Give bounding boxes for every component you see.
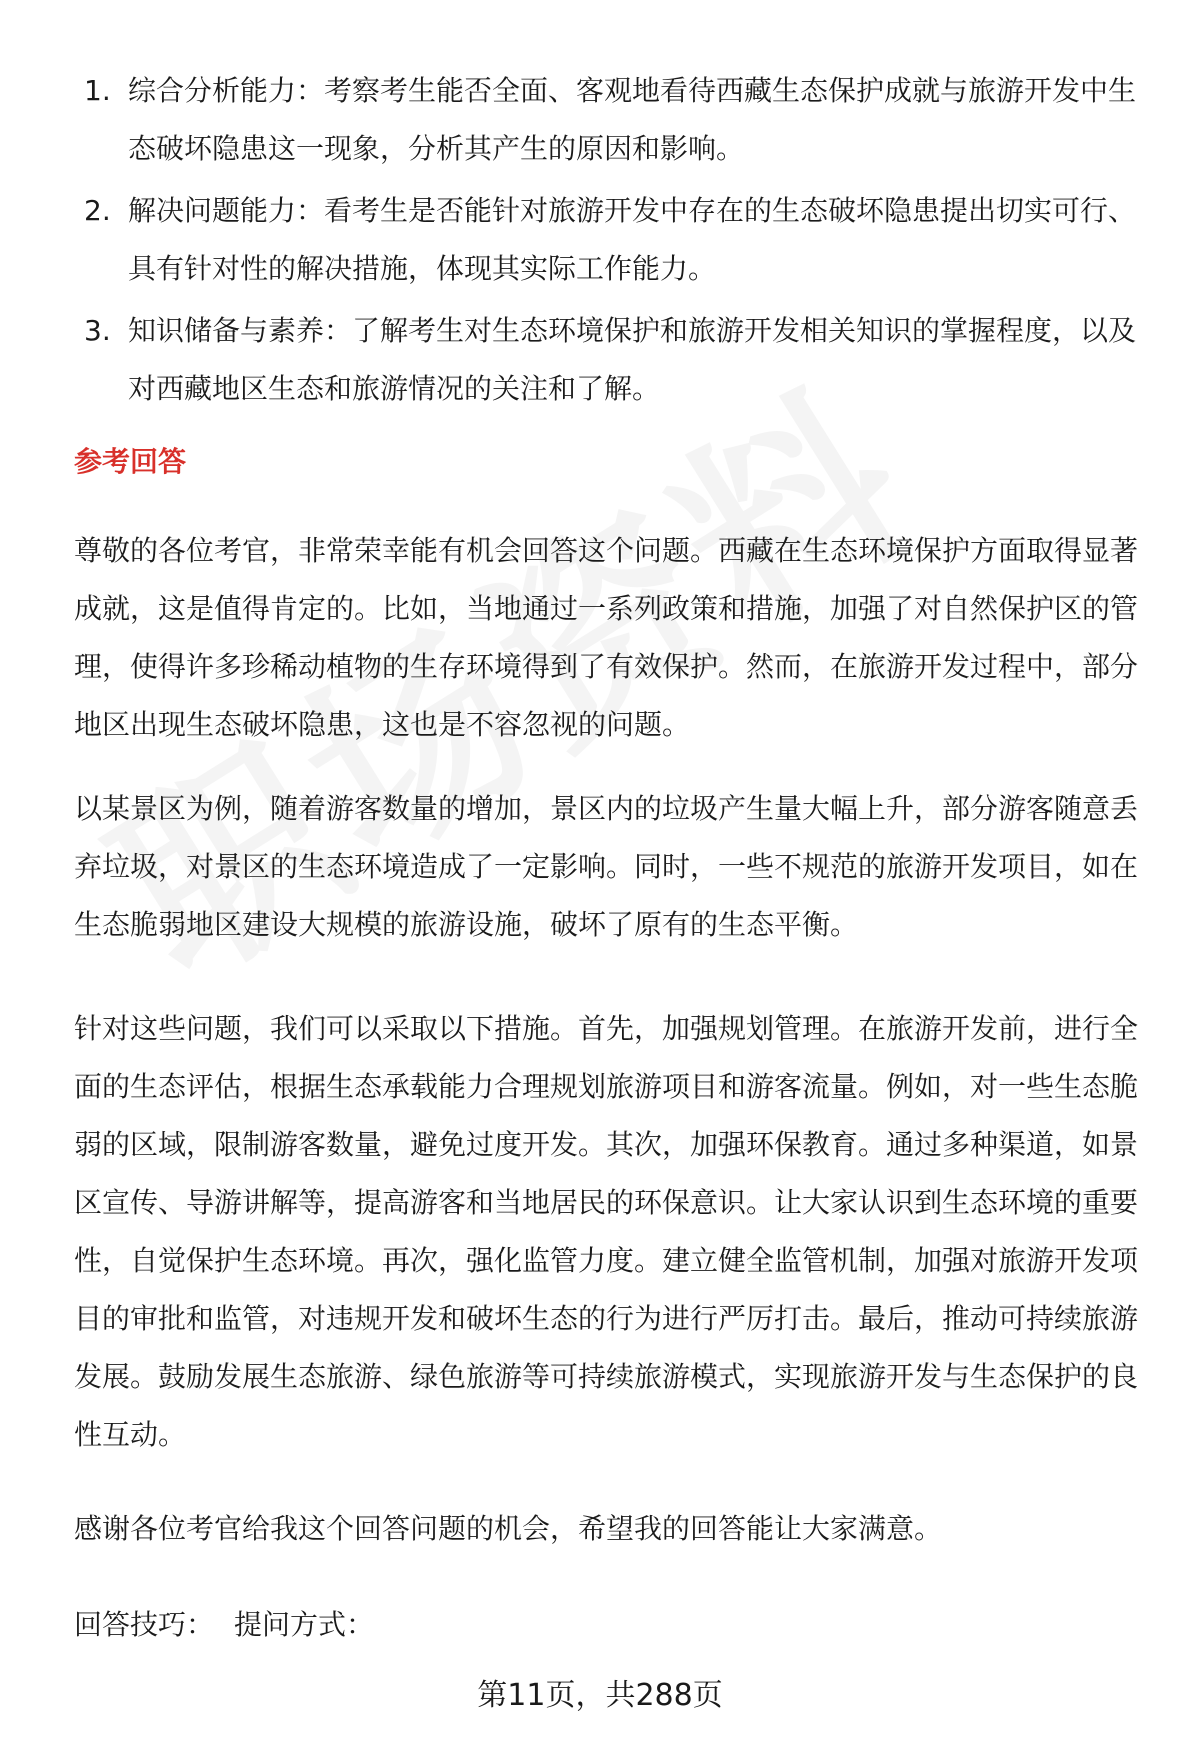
criteria-number: 3. bbox=[84, 314, 111, 347]
question-style-label: 提问方式： bbox=[234, 1608, 375, 1641]
assessment-criteria-list bbox=[84, 62, 1144, 422]
criteria-item bbox=[84, 62, 1144, 178]
answer-paragraph: 以某景区为例，随着游客数量的增加，景区内的垃圾产生量大幅上升，部分游客随意丢弃垃圾，对景区的生态环境造成了一定影响。同时，一些不规范的旅游开发项目，如在生态脆弱地区建设大规模的旅游设施，破坏了原有的生态平衡。 bbox=[74, 792, 1139, 941]
reference-answer-heading: 参考回答 bbox=[74, 445, 187, 478]
answer-tips-label: 回答技巧： bbox=[74, 1608, 215, 1641]
answer-tips-line bbox=[74, 1596, 374, 1654]
page-number: 第11页，共288页 bbox=[477, 1678, 723, 1713]
answer-paragraph: 尊敬的各位考官，非常荣幸能有机会回答这个问题。西藏在生态环境保护方面取得显著成就，这是值得肯定的。比如，当地通过一系列政策和措施，加强了对自然保护区的管理，使得许多珍稀动植物的生存环境得到了有效保护。然而，在旅游开发过程中，部分地区出现生态破坏隐患，这也是不容忽视的问题。 bbox=[74, 534, 1139, 741]
answer-paragraph: 针对这些问题，我们可以采取以下措施。首先，加强规划管理。在旅游开发前，进行全面的生态评估，根据生态承载能力合理规划旅游项目和游客流量。例如，对一些生态脆弱的区域，限制游客数量，避免过度开发。其次，加强环保教育。通过多种渠道，如景区宣传、导游讲解等，提高游客和当地居民的环保意识。让大家认识到生态环境的重要性，自觉保护生态环境。再次，强化监管力度。建立健全监管机制，加强对旅游开发项目的审批和监管，对违规开发和破坏生态的行为进行严厉打击。最后，推动可持续旅游发展。鼓励发展生态旅游、绿色旅游等可持续旅游模式，实现旅游开发与生态保护的良性互动。 bbox=[74, 1012, 1139, 1451]
criteria-text: 综合分析能力：考察考生能否全面、客观地看待西藏生态保护成就与旅游开发中生态破坏隐患这一现象，分析其产生的原因和影响。 bbox=[128, 74, 1137, 165]
criteria-number: 1. bbox=[84, 74, 111, 107]
criteria-number: 2. bbox=[84, 194, 111, 227]
criteria-item bbox=[84, 302, 1144, 418]
criteria-text: 知识储备与素养：了解考生对生态环境保护和旅游开发相关知识的掌握程度，以及对西藏地区生态和旅游情况的关注和了解。 bbox=[128, 314, 1137, 405]
criteria-item bbox=[84, 182, 1144, 298]
criteria-text: 解决问题能力：看考生是否能针对旅游开发中存在的生态破坏隐患提出切实可行、具有针对性的解决措施，体现其实际工作能力。 bbox=[128, 194, 1137, 285]
answer-paragraph: 感谢各位考官给我这个回答问题的机会，希望我的回答能让大家满意。 bbox=[74, 1512, 943, 1545]
